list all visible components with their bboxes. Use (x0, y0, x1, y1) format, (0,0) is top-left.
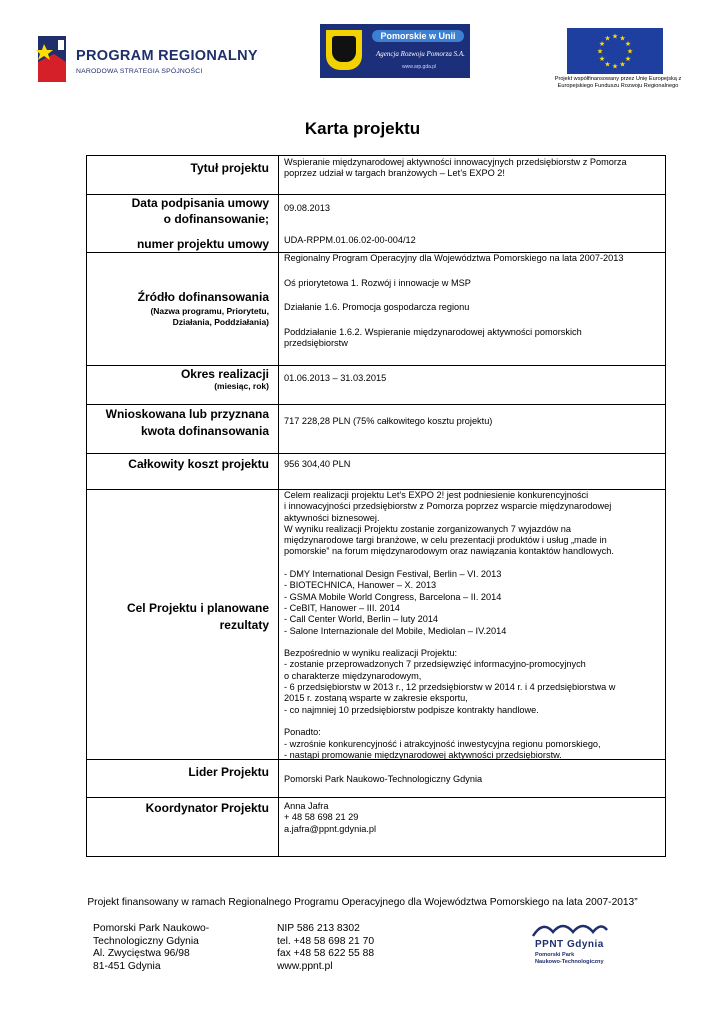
funding-priority-value: Oś priorytetowa 1. Rozwój i innowacje w MSP (284, 278, 471, 288)
eu-caption-line-1: Projekt współfinansowany przez Unię Europejską z (554, 76, 682, 82)
goals-line: - Call Center World, Berlin – luty 2014 (284, 614, 439, 625)
program-regionalny-emblem-icon (36, 32, 68, 86)
goals-line: - CeBIT, Hanower – III. 2014 (284, 602, 400, 613)
goals-line: - co najmniej 10 przedsiębiorstw podpisze kontrakty handlowe. (284, 704, 539, 715)
eu-star-icon: ★ (619, 35, 626, 43)
footer-address (93, 923, 209, 973)
coordinator-email[interactable]: a.jafra@ppnt.gdynia.pl (284, 823, 377, 834)
eu-caption-line-2: Europejskiego Funduszu Rozwoju Regionalnego (557, 83, 679, 89)
coordinator-value (284, 801, 662, 835)
project-number-label: numer projektu umowy (136, 237, 269, 251)
page-title: Karta projektu (304, 119, 421, 138)
title-value (284, 157, 662, 180)
address-line: Technologiczny Gdynia (93, 935, 199, 947)
contact-website-link[interactable]: www.ppnt.pl (277, 960, 333, 972)
row-divider (87, 453, 665, 454)
funding-subaction-line: Poddziałanie 1.6.2. Wspieranie międzynarodowej aktywności pomorskich (284, 327, 582, 337)
row-divider (87, 404, 665, 405)
period-sublabel: (miesiąc, rok) (214, 381, 269, 391)
goals-line: - DMY International Design Festival, Berlin – VI. 2013 (284, 569, 502, 580)
coordinator-label: Koordynator Projektu (145, 801, 269, 815)
requested-amount-value: 717 228,28 PLN (75% całkowitego kosztu projektu) (284, 416, 493, 426)
funding-subaction-value (284, 327, 662, 350)
footer-contact (277, 923, 374, 973)
row-divider (87, 365, 665, 366)
requested-amount-label: Wnioskowana lub przyznana (105, 407, 269, 421)
title-value-line: poprzez udział w targach branżowych – Let’s EXPO 2! (284, 168, 505, 179)
funding-program-value: Regionalny Program Operacyjny dla Województwa Pomorskiego na lata 2007-2013 (284, 253, 624, 263)
goals-line: Ponadto: (284, 727, 321, 738)
leader-label: Lider Projektu (188, 765, 269, 779)
ppnt-gdynia-logo (529, 920, 649, 972)
signing-date-value: 09.08.2013 (284, 203, 330, 213)
goals-line: aktywności biznesowej. (284, 512, 380, 523)
pomorskie-w-unii-title: Pomorskie w Unii (372, 30, 464, 42)
eu-flag-icon (567, 28, 663, 74)
eu-star-icon: ★ (611, 63, 619, 71)
goals-line: Bezpośrednio w wyniku realizacji Projektu: (284, 648, 458, 659)
address-line: Pomorski Park Naukowo- (93, 923, 210, 934)
program-regionalny-subtitle: NARODOWA STRATEGIA SPÓJNOŚCI (76, 68, 203, 75)
address-line: 81-451 Gdynia (93, 960, 161, 972)
program-regionalny-title: PROGRAM REGIONALNY (76, 48, 258, 64)
project-card-table (86, 155, 666, 857)
eu-star-icon: ★ (598, 41, 606, 48)
goals-line: - wzrośnie konkurencyjność i atrakcyjność inwestycyjna regionu pomorskiego, (284, 738, 601, 749)
eu-star-icon: ★ (604, 35, 611, 43)
goals-line: Celem realizacji projektu Let’s EXPO 2! jest podniesienie konkurencyjności (284, 490, 589, 500)
contact-phone: tel. +48 58 698 21 70 (277, 935, 375, 947)
goals-line: - zostanie przeprowadzonych 7 przedsięwzięć informacyjno-promocyjnych (284, 659, 586, 670)
goals-line: - GSMA Mobile World Congress, Barcelona – II. 2014 (284, 591, 502, 602)
goals-line: międzynarodowe targi branżowe, w celu prezentacji produktów i usług „made in (284, 535, 607, 546)
eu-star-icon: ★ (598, 56, 606, 63)
funding-source-label: Źródło dofinansowania (137, 290, 269, 304)
row-divider (87, 797, 665, 798)
column-divider (278, 156, 279, 856)
coordinator-name: Anna Jafra (284, 801, 329, 811)
signing-date-label-2: o dofinansowanie; (163, 212, 269, 226)
address-line: Al. Zwycięstwa 96/98 (93, 948, 190, 959)
agencja-rozwoju-url: www.arp.gda.pl (402, 64, 437, 70)
goals-line (284, 716, 662, 727)
goals-label: Cel Projektu i planowane (126, 601, 269, 615)
leader-value: Pomorski Park Naukowo-Technologiczny Gdynia (284, 774, 483, 784)
period-value: 01.06.2013 – 31.03.2015 (284, 373, 387, 383)
signing-date-label: Data podpisania umowy (131, 196, 269, 210)
eu-star-icon: ★ (619, 61, 626, 69)
contact-nip: NIP 586 213 8302 (277, 923, 360, 934)
funding-source-sublabel: (Nazwa programu, Priorytetu, (150, 306, 269, 316)
footer-financing-note: Projekt finansowany w ramach Regionalnego Programu Operacyjnego dla Województwa Pomorskiego na lata 2007-2013” (87, 897, 638, 908)
ppnt-arches-icon (531, 920, 609, 938)
total-cost-label: Całkowity koszt projektu (128, 457, 269, 471)
ppnt-logo-subtitle (535, 952, 604, 965)
period-label: Okres realizacji (180, 367, 269, 381)
funding-action-value: Działanie 1.6. Promocja gospodarcza regionu (284, 302, 470, 312)
eu-star-icon: ★ (624, 56, 632, 63)
funding-source-sublabel-2: Działania, Poddziałania) (172, 317, 269, 327)
goals-line (284, 637, 662, 648)
contact-fax: fax +48 58 622 55 88 (277, 948, 375, 959)
pomorskie-crest-icon (326, 30, 362, 70)
goals-line: 2015 r. zostaną wsparte w zakresie eksportu, (284, 693, 468, 704)
goals-line: i innowacyjności przedsiębiorstw z Pomorza poprzez wsparcie międzynarodowej (284, 501, 612, 512)
goals-line: o charakterze międzynarodowym, (284, 670, 422, 681)
goals-line: - BIOTECHNICA, Hanower – X. 2013 (284, 580, 437, 591)
eu-star-icon: ★ (604, 61, 611, 69)
goals-line: pomorskie” na forum międzynarodowym oraz nawiązania kontaktów handlowych. (284, 546, 614, 557)
goals-line: - 6 przedsiębiorstw w 2013 r., 12 przedsiębiorstw w 2014 r. i 4 przedsiębiorstwa w (284, 682, 616, 693)
goals-line: W wyniku realizacji Projektu zostanie zorganizowanych 7 wyjazdów na (284, 523, 571, 534)
program-regionalny-logo (36, 30, 258, 90)
ppnt-logo-name: PPNT Gdynia (535, 939, 604, 950)
goals-line: - Salone Internazionale del Mobile, Mediolan – IV.2014 (284, 625, 507, 636)
funding-subaction-line: przedsiębiorstw (284, 338, 348, 349)
ppnt-logo-subtitle-line: Pomorski Park (535, 952, 575, 958)
eu-star-icon: ★ (611, 33, 619, 41)
goals-line (284, 558, 662, 569)
goals-label-2: rezultaty (219, 618, 269, 632)
total-cost-value: 956 304,40 PLN (284, 459, 351, 469)
requested-amount-label-2: kwota dofinansowania (140, 424, 269, 438)
eu-star-icon: ★ (624, 41, 632, 48)
project-number-value: UDA-RPPM.01.06.02-00-004/12 (284, 235, 416, 245)
agencja-rozwoju-name: Agencja Rozwoju Pomorza S.A. (376, 50, 465, 58)
title-value-line: Wspieranie międzynarodowej aktywności innowacyjnych przedsiębiorstw z Pomorza (284, 157, 627, 167)
eu-star-icon: ★ (596, 48, 604, 56)
goals-line: - nastąpi promowanie międzynarodowej aktywności przedsiębiorstw. (284, 749, 562, 760)
ppnt-logo-subtitle-line: Naukowo-Technologiczny (535, 958, 604, 965)
eu-cofinancing-caption (528, 76, 708, 90)
goals-value (284, 490, 662, 761)
eu-star-icon: ★ (626, 48, 634, 56)
title-label: Tytuł projektu (190, 161, 269, 175)
coordinator-phone: + 48 58 698 21 29 (284, 812, 359, 823)
pomorskie-w-unii-logo (320, 24, 470, 78)
